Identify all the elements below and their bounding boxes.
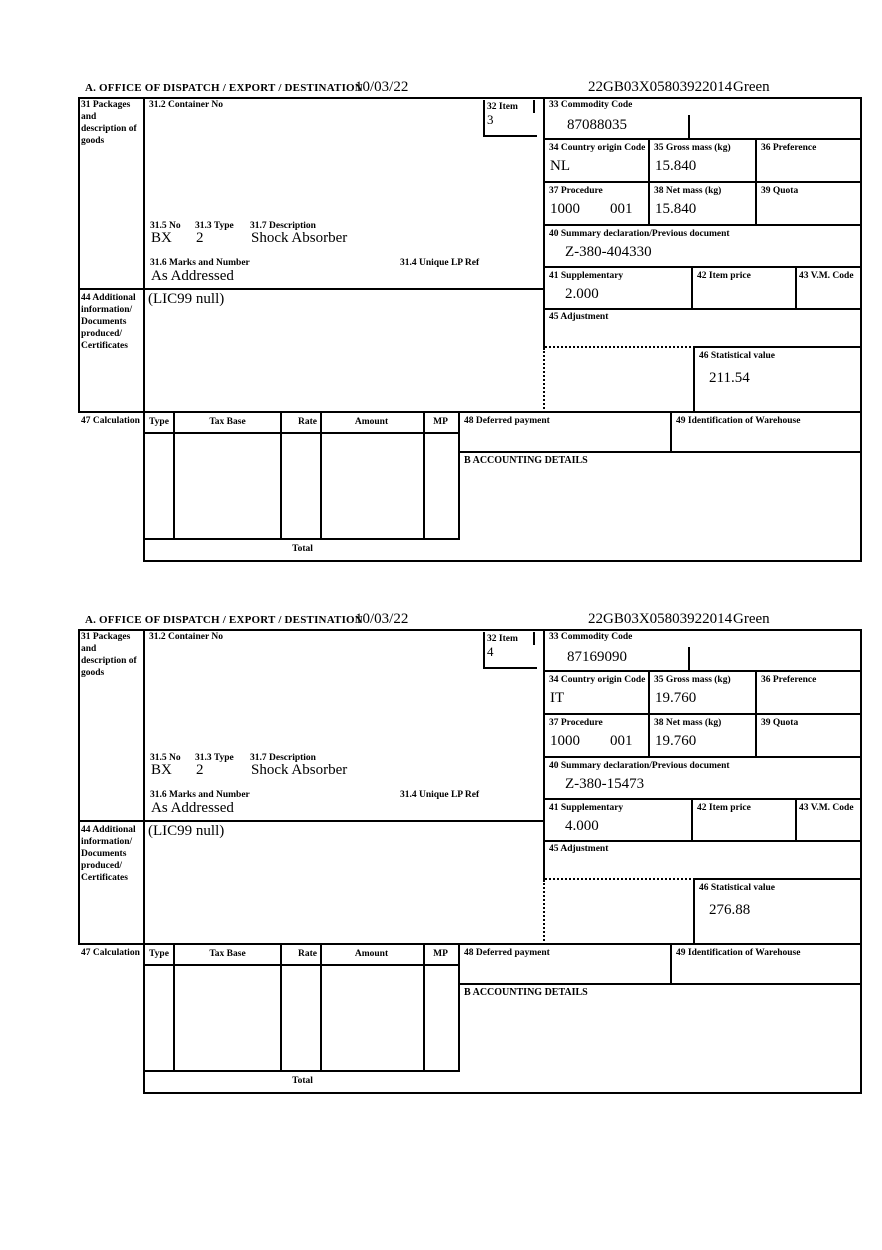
box46-label: 46 Statistical value: [699, 883, 775, 893]
box36-label: 36 Preference: [761, 675, 817, 685]
box31-2-label: 31.2 Container No: [149, 100, 223, 110]
box49-label: 49 Identification of Warehouse: [676, 948, 801, 958]
movement-reference-number: 22GB03X05803922014: [588, 79, 733, 95]
box31-2-label: 31.2 Container No: [149, 632, 223, 642]
divider: [691, 800, 693, 842]
divider: [458, 413, 460, 540]
divider: [545, 181, 862, 183]
procedure-code-value: 001: [610, 733, 633, 749]
box31-5-label: 31.5 No: [150, 753, 181, 763]
box42-label: 42 Item price: [697, 803, 751, 813]
box31-3-label: 31.3 Type: [195, 753, 234, 763]
package-type-value: 2: [196, 762, 204, 778]
accounting-details-label: B ACCOUNTING DETAILS: [464, 455, 588, 466]
box47-label: 47 Calculation: [81, 948, 140, 958]
divider: [78, 411, 862, 413]
divider: [78, 820, 545, 822]
procedure-value: 1000: [550, 201, 580, 217]
box31-7-label: 31.7 Description: [250, 221, 316, 231]
divider: [545, 224, 862, 226]
divider: [320, 945, 322, 1072]
box46-label: 46 Statistical value: [699, 351, 775, 361]
divider: [145, 964, 460, 966]
divider: [545, 308, 862, 310]
box31-6-label: 31.6 Marks and Number: [150, 790, 250, 800]
declaration-item-section: [78, 78, 862, 562]
divider: [670, 945, 672, 985]
divider: [78, 288, 545, 290]
box33-label: 33 Commodity Code: [549, 632, 633, 642]
box31-6-label: 31.6 Marks and Number: [150, 258, 250, 268]
box31-3-label: 31.3 Type: [195, 221, 234, 231]
routing-status: Green: [733, 611, 770, 627]
accounting-details-label: B ACCOUNTING DETAILS: [464, 987, 588, 998]
previous-document-value: Z-380-404330: [565, 244, 652, 260]
divider: [688, 647, 690, 672]
package-code-value: BX: [151, 230, 172, 246]
box45-label: 45 Adjustment: [549, 844, 609, 854]
divider: [145, 1092, 862, 1094]
procedure-code-value: 001: [610, 201, 633, 217]
box48-label: 48 Deferred payment: [464, 948, 550, 958]
additional-info-value: (LIC99 null): [148, 823, 225, 839]
statistical-value: 276.88: [709, 902, 751, 918]
divider: [755, 672, 757, 758]
country-origin-value: IT: [550, 690, 565, 706]
box31-4-label: 31.4 Unique LP Ref: [400, 790, 480, 800]
box34-label: 34 Country origin Code: [549, 675, 646, 685]
calc-total-label: Total: [292, 544, 313, 554]
box38-label: 38 Net mass (kg): [654, 186, 722, 196]
divider: [693, 346, 862, 348]
routing-status: Green: [733, 79, 770, 95]
box36-label: 36 Preference: [761, 143, 817, 153]
calc-col-amount: Amount: [354, 417, 389, 427]
divider: [78, 943, 862, 945]
divider: [543, 880, 545, 945]
statistical-value: 211.54: [709, 370, 750, 386]
box31-label: 31 Packages and description of goods: [81, 100, 137, 146]
divider: [145, 432, 460, 434]
box37-label: 37 Procedure: [549, 186, 603, 196]
box39-label: 39 Quota: [761, 186, 799, 196]
calc-total-label: Total: [292, 1076, 313, 1086]
divider: [545, 756, 862, 758]
dispatch-date: 10/03/22: [355, 79, 409, 95]
net-mass-value: 19.760: [655, 733, 697, 749]
divider: [143, 97, 145, 562]
divider: [78, 629, 80, 945]
box38-label: 38 Net mass (kg): [654, 718, 722, 728]
gross-mass-value: 15.840: [655, 158, 697, 174]
box31-7-label: 31.7 Description: [250, 753, 316, 763]
box31-4-label: 31.4 Unique LP Ref: [400, 258, 480, 268]
box43-label: 43 V.M. Code: [799, 271, 854, 281]
box35-label: 35 Gross mass (kg): [654, 143, 731, 153]
box40-label: 40 Summary declaration/Previous document: [549, 761, 730, 771]
divider: [545, 840, 862, 842]
calc-col-amount: Amount: [354, 949, 389, 959]
section-header: [78, 610, 862, 628]
divider: [795, 268, 797, 310]
divider: [78, 629, 862, 631]
divider: [545, 138, 862, 140]
box41-label: 41 Supplementary: [549, 271, 624, 281]
calc-col-rate: Rate: [298, 417, 317, 427]
declaration-form-grid: [78, 97, 862, 562]
divider: [320, 413, 322, 540]
calc-col-type: Type: [149, 949, 169, 959]
calc-col-mp: MP: [433, 417, 448, 427]
box43-label: 43 V.M. Code: [799, 803, 854, 813]
previous-document-value: Z-380-15473: [565, 776, 645, 792]
divider: [458, 945, 460, 1072]
box35-label: 35 Gross mass (kg): [654, 675, 731, 685]
box32-label: 32 Item: [487, 102, 518, 112]
box44-label: 44 Additional information/ Documents produced/ Certificates: [81, 825, 136, 883]
divider: [545, 798, 862, 800]
divider: [280, 945, 282, 1072]
box31-label: 31 Packages and description of goods: [81, 632, 137, 678]
item-number-value: 4: [487, 644, 494, 659]
box47-label: 47 Calculation: [81, 416, 140, 426]
box37-label: 37 Procedure: [549, 718, 603, 728]
box42-label: 42 Item price: [697, 271, 751, 281]
calc-col-taxbase: Tax Base: [209, 949, 246, 959]
divider: [545, 670, 862, 672]
dispatch-date: 10/03/22: [355, 611, 409, 627]
divider: [78, 97, 80, 413]
divider: [545, 878, 695, 880]
supplementary-units-value: 2.000: [565, 286, 599, 302]
divider: [693, 878, 862, 880]
divider: [795, 800, 797, 842]
divider: [145, 538, 460, 540]
divider: [545, 346, 695, 348]
box49-label: 49 Identification of Warehouse: [676, 416, 801, 426]
divider: [173, 413, 175, 540]
package-type-value: 2: [196, 230, 204, 246]
supplementary-units-value: 4.000: [565, 818, 599, 834]
divider: [78, 97, 862, 99]
divider: [860, 97, 862, 562]
commodity-code-value: 87088035: [567, 117, 627, 133]
divider: [543, 348, 545, 413]
divider: [688, 115, 690, 140]
divider: [543, 97, 545, 348]
divider: [460, 983, 862, 985]
net-mass-value: 15.840: [655, 201, 697, 217]
divider: [691, 268, 693, 310]
commodity-code-value: 87169090: [567, 649, 627, 665]
divider: [648, 140, 650, 226]
box48-label: 48 Deferred payment: [464, 416, 550, 426]
declaration-form-grid: [78, 629, 862, 1094]
calc-col-taxbase: Tax Base: [209, 417, 246, 427]
box33-label: 33 Commodity Code: [549, 100, 633, 110]
divider: [173, 945, 175, 1072]
declaration-item-section: [78, 610, 862, 1094]
calc-col-type: Type: [149, 417, 169, 427]
package-code-value: BX: [151, 762, 172, 778]
divider: [693, 348, 695, 413]
calc-col-mp: MP: [433, 949, 448, 959]
divider: [145, 1070, 460, 1072]
divider: [755, 140, 757, 226]
divider: [543, 629, 545, 880]
divider: [145, 560, 862, 562]
country-origin-value: NL: [550, 158, 570, 174]
box45-label: 45 Adjustment: [549, 312, 609, 322]
box44-label: 44 Additional information/ Documents produced/ Certificates: [81, 293, 136, 351]
divider: [860, 629, 862, 1094]
divider: [693, 880, 695, 945]
box31-5-label: 31.5 No: [150, 221, 181, 231]
item-number-value: 3: [487, 112, 494, 127]
divider: [545, 266, 862, 268]
box41-label: 41 Supplementary: [549, 803, 624, 813]
divider: [460, 451, 862, 453]
procedure-value: 1000: [550, 733, 580, 749]
goods-description-value: Shock Absorber: [251, 762, 348, 778]
movement-reference-number: 22GB03X05803922014: [588, 611, 733, 627]
marks-and-number-value: As Addressed: [151, 268, 234, 284]
divider: [280, 413, 282, 540]
box34-label: 34 Country origin Code: [549, 143, 646, 153]
box40-label: 40 Summary declaration/Previous document: [549, 229, 730, 239]
box32-label: 32 Item: [487, 634, 518, 644]
box39-label: 39 Quota: [761, 718, 799, 728]
divider: [670, 413, 672, 453]
divider: [143, 629, 145, 1094]
divider: [533, 632, 535, 645]
divider: [545, 713, 862, 715]
divider: [648, 672, 650, 758]
calc-col-rate: Rate: [298, 949, 317, 959]
divider: [533, 100, 535, 113]
section-header: [78, 78, 862, 96]
divider: [423, 413, 425, 540]
office-of-dispatch-label: A. OFFICE OF DISPATCH / EXPORT / DESTINATION: [85, 614, 363, 626]
marks-and-number-value: As Addressed: [151, 800, 234, 816]
divider: [423, 945, 425, 1072]
office-of-dispatch-label: A. OFFICE OF DISPATCH / EXPORT / DESTINATION: [85, 82, 363, 94]
additional-info-value: (LIC99 null): [148, 291, 225, 307]
goods-description-value: Shock Absorber: [251, 230, 348, 246]
gross-mass-value: 19.760: [655, 690, 697, 706]
